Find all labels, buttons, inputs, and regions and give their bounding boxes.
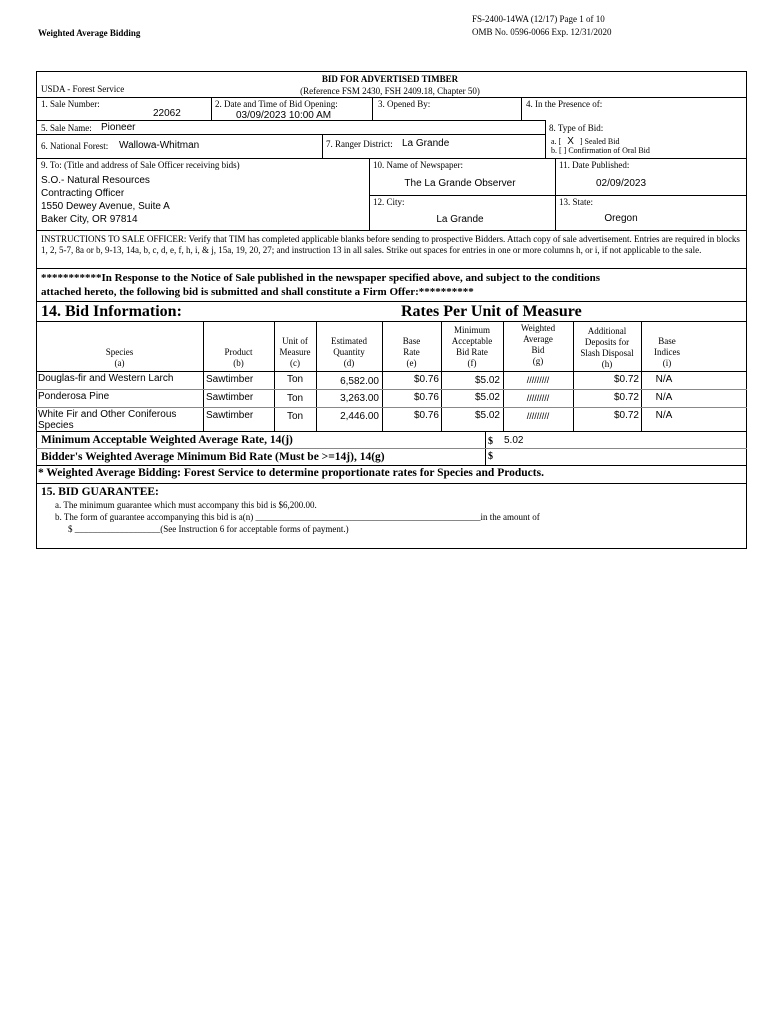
cell-product: Sawtimber — [206, 410, 254, 421]
bid-info-title: 14. Bid Information: — [41, 303, 182, 320]
header-line: Average — [523, 334, 553, 344]
bidder-rate-dollar: $ — [488, 451, 493, 462]
guarantee-a: a. The minimum guarantee which must accompany this bid is $6,200.00. — [55, 500, 317, 510]
bid-type-sealed-mark: X — [567, 136, 574, 147]
header-weighted — [503, 323, 573, 367]
presence-label: 4. In the Presence of: — [526, 99, 603, 109]
divider — [36, 158, 747, 159]
header-line: Product — [224, 347, 253, 357]
form-id: FS-2400-14WA (12/17) Page 1 of 10 — [472, 14, 605, 24]
header-line: (b) — [233, 358, 244, 368]
cell-quantity: 3,263.00 — [340, 393, 379, 404]
cell-base-rate: $0.76 — [413, 392, 439, 403]
divider — [369, 195, 747, 196]
district-label: 7. Ranger District: — [326, 139, 393, 149]
agency-label: USDA - Forest Service — [41, 84, 125, 94]
header-line: Bid Rate — [456, 347, 488, 357]
bid-type-oral: b. [ ] Confirmation of Oral Bid — [551, 146, 650, 155]
city-value: La Grande — [436, 214, 484, 225]
min-weighted-rate-value: 5.02 — [504, 435, 524, 446]
city-label: 12. City: — [373, 197, 405, 207]
header-min-rate — [441, 325, 503, 369]
guarantee-title: 15. BID GUARANTEE: — [41, 486, 159, 498]
divider — [36, 448, 747, 449]
header-indices — [641, 336, 693, 369]
header-line: (c) — [290, 358, 300, 368]
divider — [36, 268, 747, 269]
cell-quantity: 2,446.00 — [340, 411, 379, 422]
bid-type-sealed-prefix: a. [ — [551, 137, 562, 146]
district-value: La Grande — [402, 138, 450, 149]
cell-deposits: $0.72 — [613, 374, 639, 385]
table-divider — [36, 431, 747, 432]
header-line: Measure — [279, 347, 311, 357]
header-base-rate — [382, 336, 441, 369]
header-line: Additional — [587, 326, 627, 336]
form-title: BID FOR ADVERTISED TIMBER — [321, 74, 459, 84]
bid-type-sealed-label: ] Sealed Bid — [579, 137, 620, 146]
cell-base-rate: $0.76 — [413, 374, 439, 385]
sale-name-value: Pioneer — [101, 122, 136, 133]
bid-date-value: 03/09/2023 10:00 AM — [236, 110, 332, 121]
header-line: Unit of — [282, 336, 308, 346]
header-line: (a) — [114, 358, 125, 368]
sale-number-label: 1. Sale Number: — [41, 99, 100, 109]
divider — [36, 465, 747, 466]
header-line: Deposits for — [584, 337, 630, 347]
header-line: Quantity — [333, 347, 365, 357]
table-divider — [203, 321, 204, 431]
cell-quantity: 6,582.00 — [340, 376, 379, 387]
cell-indices: N/A — [655, 392, 673, 403]
min-weighted-rate-dollar: $ — [488, 436, 493, 447]
divider — [36, 97, 747, 98]
sale-number-value: 22062 — [153, 108, 181, 119]
divider — [36, 230, 747, 231]
header-unit — [274, 336, 316, 369]
response-line-2: attached hereto, the following bid is submitted and shall constitute a Firm Offer:********** — [41, 286, 474, 298]
newspaper-label: 10. Name of Newspaper: — [373, 160, 463, 170]
cell-unit: Ton — [286, 411, 304, 422]
header-line: (f) — [467, 358, 477, 368]
header-line: Weighted — [520, 323, 556, 333]
header-deposits — [573, 326, 641, 370]
document-title: Weighted Average Bidding — [38, 28, 141, 38]
state-label: 13. State: — [559, 197, 593, 207]
cell-weighted: ///////// — [526, 375, 550, 385]
instructions-text: INSTRUCTIONS TO SALE OFFICER: Verify that TIM has completed applicable blanks before sending to prospective Bidders. Attach copy of sale advertisement. Entries are required in blocks 1, 2, 5-7, 8a or b, 9-13, 14a, b, c, d, e, f, h, i, & j, 15a, 19, 20, 27; and instruction 13 in all sales. Strike out spaces for entries in one or more columns h, or i, if not applicable to the sale. — [41, 234, 740, 255]
cell-weighted: ///////// — [526, 411, 550, 421]
min-weighted-rate-label: Minimum Acceptable Weighted Average Rate, 14(j) — [41, 434, 293, 446]
bidder-rate-label: Bidder's Weighted Average Minimum Bid Rate (Must be >=14j), 14(g) — [41, 451, 385, 463]
response-line-1: ***********In Response to the Notice of Sale published in the newspaper specified above, and subject to the conditions — [41, 272, 601, 284]
header-line: Slash Disposal — [580, 348, 634, 358]
divider — [545, 120, 546, 158]
address-line: Baker City, OR 97814 — [41, 214, 138, 225]
cell-indices: N/A — [655, 374, 673, 385]
to-label: 9. To: (Title and address of Sale Officer receiving bids) — [41, 160, 240, 170]
published-label: 11. Date Published: — [559, 160, 630, 170]
divider — [211, 97, 212, 120]
bid-date-label: 2. Date and Time of Bid Opening: — [215, 99, 338, 109]
table-divider — [36, 371, 747, 372]
header-line: Base — [402, 336, 421, 346]
sale-name-label: 5. Sale Name: — [41, 123, 92, 133]
header-line: (g) — [532, 356, 544, 366]
cell-weighted: ///////// — [526, 393, 550, 403]
divider — [36, 134, 545, 135]
cell-base-rate: $0.76 — [413, 410, 439, 421]
cell-unit: Ton — [286, 374, 304, 385]
header-line: Rate — [403, 347, 420, 357]
header-line: (e) — [406, 358, 417, 368]
forest-value: Wallowa-Whitman — [119, 140, 200, 151]
rates-title: Rates Per Unit of Measure — [401, 303, 582, 320]
published-value: 02/09/2023 — [595, 178, 647, 189]
cell-species: White Fir and Other Coniferous Species — [38, 409, 177, 431]
cell-deposits: $0.72 — [613, 392, 639, 403]
header-line: Estimated — [331, 336, 367, 346]
cell-deposits: $0.72 — [613, 410, 639, 421]
header-product — [203, 347, 274, 369]
header-quantity — [316, 336, 382, 369]
reference-text: (Reference FSM 2430, FSH 2409.18, Chapter 50) — [300, 86, 480, 96]
header-line: Species — [105, 347, 134, 357]
header-species — [36, 347, 203, 369]
divider — [372, 97, 373, 120]
header-line: Bid — [531, 345, 545, 355]
cell-min-rate: $5.02 — [474, 392, 500, 403]
divider — [36, 483, 747, 484]
divider — [521, 97, 522, 120]
opened-by-label: 3. Opened By: — [378, 99, 431, 109]
address-line: 1550 Dewey Avenue, Suite A — [41, 201, 170, 212]
cell-product: Sawtimber — [206, 392, 254, 403]
divider — [322, 134, 323, 158]
cell-species: Douglas-fir and Western Larch — [38, 373, 174, 384]
table-divider — [36, 407, 747, 408]
weighted-bidding-footnote: * Weighted Average Bidding: Forest Service to determine proportionate rates for Species and Products. — [38, 467, 544, 479]
cell-unit: Ton — [286, 393, 304, 404]
address-line: S.O.- Natural Resources — [41, 175, 150, 186]
cell-product: Sawtimber — [206, 374, 254, 385]
cell-indices: N/A — [655, 410, 673, 421]
address-line: Contracting Officer — [41, 188, 125, 199]
header-line: Indices — [654, 347, 680, 357]
header-line: Base — [658, 336, 676, 346]
omb-number: OMB No. 0596-0066 Exp. 12/31/2020 — [472, 27, 612, 37]
newspaper-value: The La Grande Observer — [404, 178, 516, 189]
state-value: Oregon — [604, 213, 638, 224]
bid-type-label: 8. Type of Bid: — [549, 123, 604, 133]
cell-min-rate: $5.02 — [474, 375, 500, 386]
header-line: (d) — [343, 358, 355, 368]
guarantee-b: b. The form of guarantee accompanying this bid is a(n) __________________________________________________in the amount of — [55, 512, 540, 522]
header-line: Acceptable — [451, 336, 493, 346]
table-divider — [36, 389, 747, 390]
header-line: Minimum — [453, 325, 490, 335]
header-line: (i) — [662, 358, 672, 368]
guarantee-b-amount: $ ___________________(See Instruction 6 for acceptable forms of payment.) — [68, 524, 349, 534]
divider — [36, 301, 747, 302]
cell-species: Ponderosa Pine — [38, 391, 110, 402]
header-line: (h) — [601, 359, 613, 369]
forest-label: 6. National Forest: — [41, 141, 109, 151]
cell-min-rate: $5.02 — [474, 410, 500, 421]
